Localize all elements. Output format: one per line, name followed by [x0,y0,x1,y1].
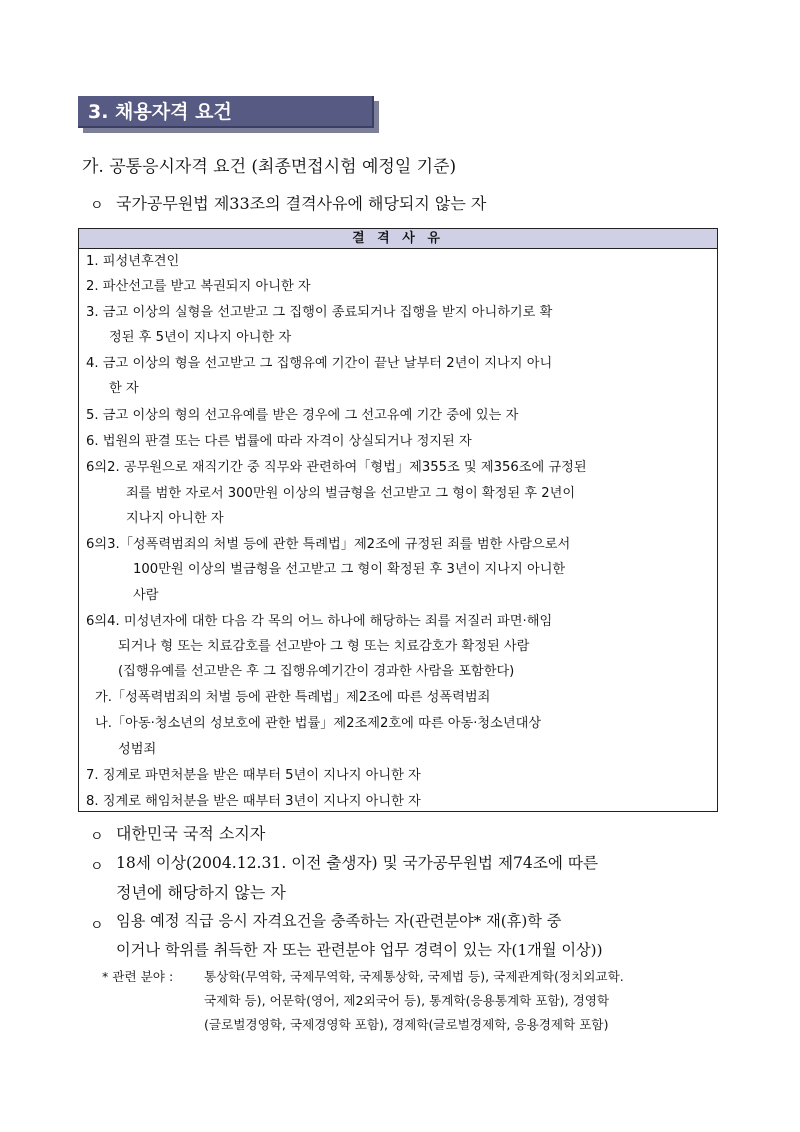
table-row: 6. 법원의 판결 또는 다른 법률에 따라 자격이 상실되거나 정지된 자 [86,434,472,449]
disqualification-table [78,228,718,812]
bullet-qualification: 임용 예정 직급 응시 자격요건을 충족하는 자(관련분야* 재(휴)학 중 [116,912,562,930]
note-line: 국제학 등), 어문학(영어, 제2외국어 등), 통계학(응용통계학 포함), 경영학 [204,993,610,1008]
table-row: 성범죄 [118,742,157,757]
table-row: 나.「아동·청소년의 성보호에 관한 법률」제2조제2호에 따른 아동·청소년대상 [95,716,542,731]
table-row: 지나지 아니한 자 [126,511,224,526]
table-row: 정된 후 5년이 지나지 아니한 자 [109,330,292,345]
bullet-mark: ㅇ [90,918,104,934]
bullet-qualification-cont: 이거나 학위를 취득한 자 또는 관련분야 업무 경력이 있는 자(1개월 이상)) [116,941,603,959]
table-row: 4. 금고 이상의 형을 선고받고 그 집행유예 기간이 끝난 날부터 2년이 지나지 아니 [86,356,553,371]
section-title-box [78,96,374,128]
note-line: (글로벌경영학, 국제경영학 포함), 경제학(글로벌경제학, 응용경제학 포함) [204,1017,609,1032]
table-row: 사람 [133,588,159,603]
table-row: 한 자 [109,381,139,396]
table-row: 7. 징계로 파면처분을 받은 때부터 5년이 지나지 아니한 자 [86,768,421,783]
table-row: (집행유예를 선고받은 후 그 집행유예기간이 경과한 사람을 포함한다) [118,664,515,679]
table-row: 죄를 범한 자로서 300만원 이상의 벌금형을 선고받고 그 형이 확정된 후 2년이 [126,486,576,501]
table-row: 가.「성폭력범죄의 처벌 등에 관한 특례법」제2조에 따른 성폭력범죄 [95,690,491,705]
bullet-age-cont: 정년에 해당하지 않는 자 [116,883,286,902]
table-row: 6의4. 미성년자에 대한 다음 각 목의 어느 하나에 해당하는 죄를 저질러 파면·해임 [86,614,553,629]
table-header: 결 격 사 유 [79,229,717,249]
bullet-nationality: 대한민국 국적 소지자 [116,824,266,843]
table-row: 5. 금고 이상의 형의 선고유예를 받은 경우에 그 선고유예 기간 중에 있는 자 [86,408,519,423]
bullet-mark: ㅇ [90,198,104,214]
bullet-mark: ㅇ [90,859,104,875]
note-line: 통상학(무역학, 국제무역학, 국제통상학, 국제법 등), 국제관계학(정치외교학. [204,969,624,984]
table-row: 6의3.「성폭력범죄의 처벌 등에 관한 특례법」제2조에 규정된 죄를 범한 사람으로서 [86,537,571,552]
section-title: 3. 채용자격 요건 [78,96,374,128]
bullet-age: 18세 이상(2004.12.31. 이전 출생자) 및 국가공무원법 제74조에 따른 [116,854,599,872]
table-row: 8. 징계로 해임처분을 받은 때부터 3년이 지나지 아니한 자 [86,794,421,809]
table-row: 1. 피성년후견인 [86,254,180,269]
table-row: 2. 파산선고를 받고 복권되지 아니한 자 [86,279,311,294]
table-row: 100만원 이상의 벌금형을 선고받고 그 형이 확정된 후 3년이 지나지 아니한 [133,562,566,577]
note-label: * 관련 분야 : [102,969,174,984]
table-row: 되거나 형 또는 치료감호를 선고받아 그 형 또는 치료감호가 확정된 사람 [118,639,530,654]
table-row: 3. 금고 이상의 실형을 선고받고 그 집행이 종료되거나 집행을 받지 아니하기로 확 [86,305,553,320]
subsection-heading: 가. 공통응시자격 요건 (최종면접시험 예정일 기준) [82,157,457,177]
table-row: 6의2. 공무원으로 재직기간 중 직무와 관련하여「형법」제355조 및 제356조에 규정된 [86,460,587,475]
bullet-disqualification: 국가공무원법 제33조의 결격사유에 해당되지 않는 자 [116,194,487,213]
bullet-mark: ㅇ [90,829,104,845]
